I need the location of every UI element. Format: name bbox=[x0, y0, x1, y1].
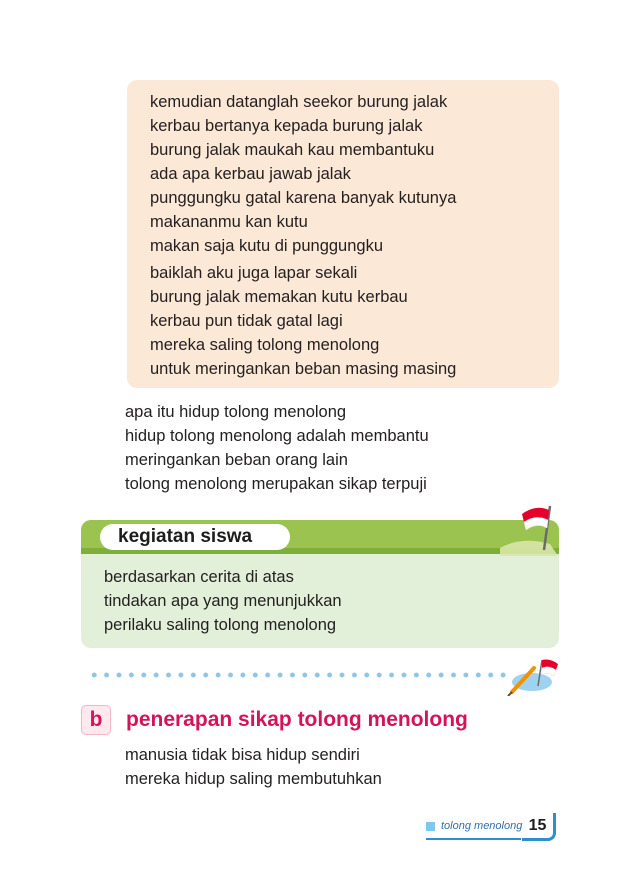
story-line: untuk meringankan beban masing masing bbox=[150, 360, 457, 378]
story-line: kerbau bertanya kepada burung jalak bbox=[150, 117, 423, 135]
story-line: kerbau pun tidak gatal lagi bbox=[150, 312, 343, 330]
pen-flag-icon bbox=[498, 656, 560, 696]
story-line: burung jalak maukah kau membantuku bbox=[150, 141, 435, 159]
story-line: ada apa kerbau jawab jalak bbox=[150, 165, 351, 183]
story-part-2 bbox=[150, 261, 456, 381]
story-line: makananmu kan kutu bbox=[150, 213, 308, 231]
footer-marker bbox=[426, 822, 435, 831]
story-line: makan saja kutu di punggungku bbox=[150, 237, 383, 255]
explanation-text bbox=[125, 400, 429, 496]
section-letter-badge: b bbox=[81, 705, 111, 735]
section-line: mereka hidup saling membutuhkan bbox=[125, 770, 382, 788]
story-line: burung jalak memakan kutu kerbau bbox=[150, 288, 408, 306]
activity-line: berdasarkan cerita di atas bbox=[104, 568, 294, 586]
explanation-line: tolong menolong merupakan sikap terpuji bbox=[125, 475, 427, 493]
section-title: penerapan sikap tolong menolong bbox=[126, 708, 468, 731]
activity-line: perilaku saling tolong menolong bbox=[104, 616, 337, 634]
explanation-line: meringankan beban orang lain bbox=[125, 451, 348, 469]
activity-title: kegiatan siswa bbox=[118, 526, 253, 547]
story-line: baiklah aku juga lapar sekali bbox=[150, 264, 358, 282]
dotted-divider bbox=[88, 670, 508, 680]
page-number: 15 bbox=[522, 813, 556, 841]
section-text bbox=[125, 743, 382, 791]
explanation-line: hidup tolong menolong adalah membantu bbox=[125, 427, 429, 445]
story-part-1 bbox=[150, 90, 456, 258]
explanation-line: apa itu hidup tolong menolong bbox=[125, 403, 347, 421]
activity-text bbox=[104, 565, 342, 637]
footer-chapter-label: tolong menolong bbox=[441, 820, 523, 832]
story-line: kemudian datanglah seekor burung jalak bbox=[150, 93, 448, 111]
flag-icon bbox=[500, 500, 564, 556]
section-line: manusia tidak bisa hidup sendiri bbox=[125, 746, 360, 764]
activity-line: tindakan apa yang menunjukkan bbox=[104, 592, 342, 610]
story-line: mereka saling tolong menolong bbox=[150, 336, 380, 354]
story-line: punggungku gatal karena banyak kutunya bbox=[150, 189, 457, 207]
footer-underline bbox=[426, 838, 521, 840]
